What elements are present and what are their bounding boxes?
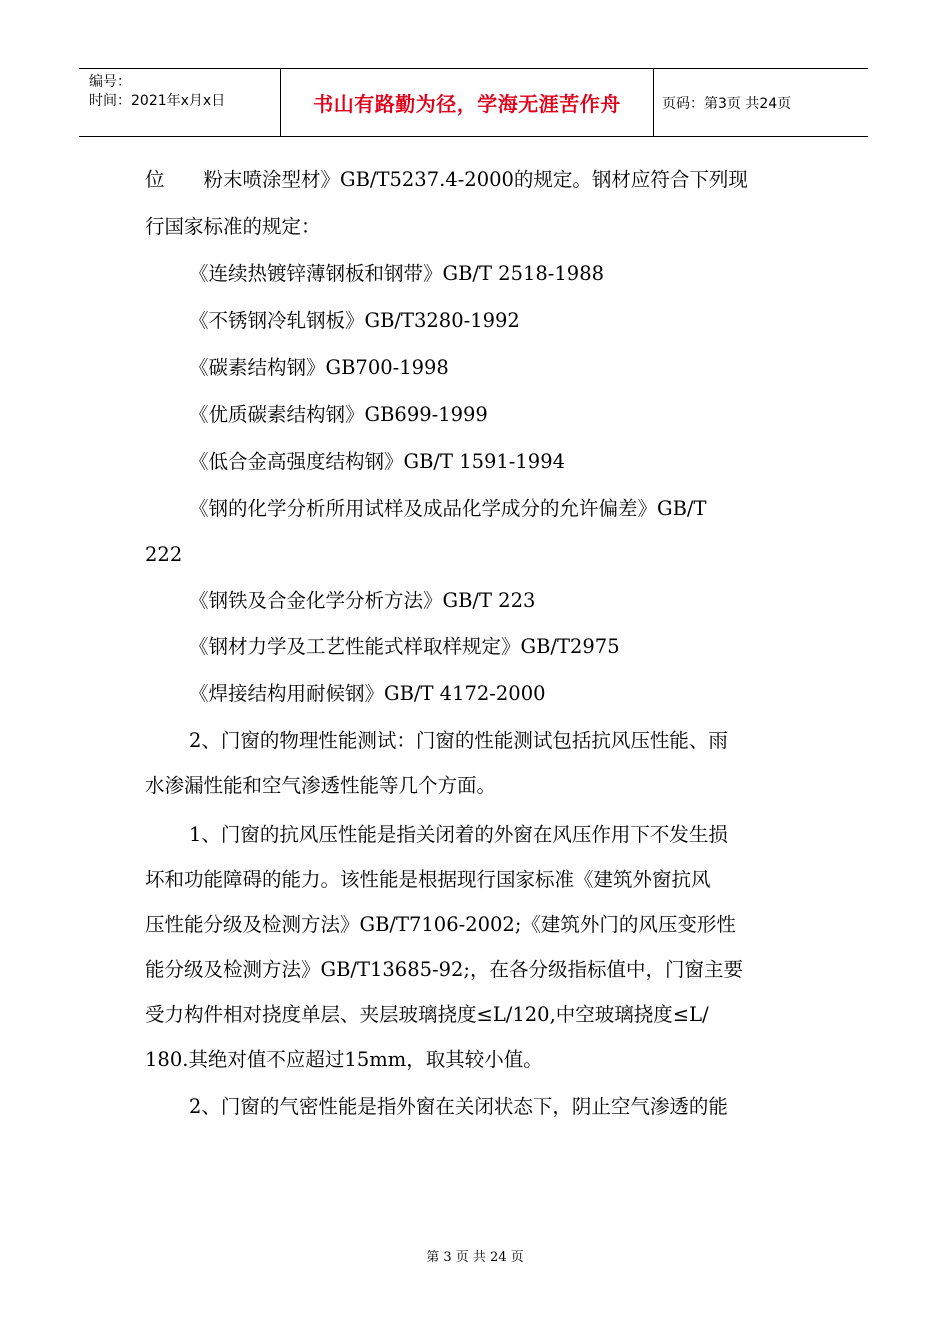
paragraph-line: 坏和功能障碍的能力。该性能是根据现行国家标准《建筑外窗抗风: [145, 868, 711, 891]
header-motto: 书山有路勤为径，学海无涯苦作舟: [313, 92, 621, 116]
document-time-label: 时间：2021年x月x日: [89, 93, 226, 109]
paragraph-line: 1、门窗的抗风压性能是指关闭着的外窗在风压作用下不发生损: [189, 823, 728, 846]
paragraph-line: 180.其绝对值不应超过15mm，取其较小值。: [145, 1048, 543, 1071]
header-motto-cell: [280, 69, 654, 136]
standard-reference: 《优质碳素结构钢》GB699-1999: [189, 403, 488, 426]
body-line: 行国家标准的规定：: [145, 215, 321, 238]
standard-reference: 《钢材力学及工艺性能式样取样规定》GB/T2975: [189, 635, 620, 658]
section-paragraph-cont: 水渗漏性能和空气渗透性能等几个方面。: [145, 774, 497, 797]
standard-reference: 《不锈钢冷轧钢板》GB/T3280-1992: [189, 309, 520, 332]
header-meta-cell: [79, 69, 280, 136]
header-page-number: 页码：第3页 共24页: [662, 95, 792, 112]
standard-reference: 《钢的化学分析所用试样及成品化学成分的允许偏差》GB/T: [189, 497, 707, 520]
standard-reference: 《焊接结构用耐候钢》GB/T 4172-2000: [189, 682, 546, 705]
paragraph-line: 2、门窗的气密性能是指外窗在关闭状态下，阴止空气渗透的能: [189, 1095, 728, 1118]
page-footer: 第 3 页 共 24 页: [426, 1250, 524, 1265]
standard-reference: 《连续热镀锌薄钢板和钢带》GB/T 2518-1988: [189, 262, 605, 285]
document-number-label: 编号：: [89, 74, 131, 90]
paragraph-line: 能分级及检测方法》GB/T13685-92;，在各分级指标值中，门窗主要: [145, 958, 743, 981]
body-line: 位 粉末喷涂型材》GB/T5237.4-2000的规定。钢材应符合下列现: [145, 168, 748, 191]
section-paragraph: 2、门窗的物理性能测试：门窗的性能测试包括抗风压性能、雨: [189, 729, 728, 752]
standard-reference: 《钢铁及合金化学分析方法》GB/T 223: [189, 589, 536, 612]
standard-reference-cont: 222: [145, 543, 183, 566]
standard-reference: 《碳素结构钢》GB700-1998: [189, 356, 449, 379]
header-page-cell: [653, 69, 868, 136]
paragraph-line: 压性能分级及检测方法》GB/T7106-2002;《建筑外门的风压变形性: [145, 913, 736, 936]
page-header: [79, 68, 868, 137]
standard-reference: 《低合金高强度结构钢》GB/T 1591-1994: [189, 450, 566, 473]
paragraph-line: 受力构件相对挠度单层、夹层玻璃挠度≤L/120,中空玻璃挠度≤L/: [145, 1003, 709, 1026]
